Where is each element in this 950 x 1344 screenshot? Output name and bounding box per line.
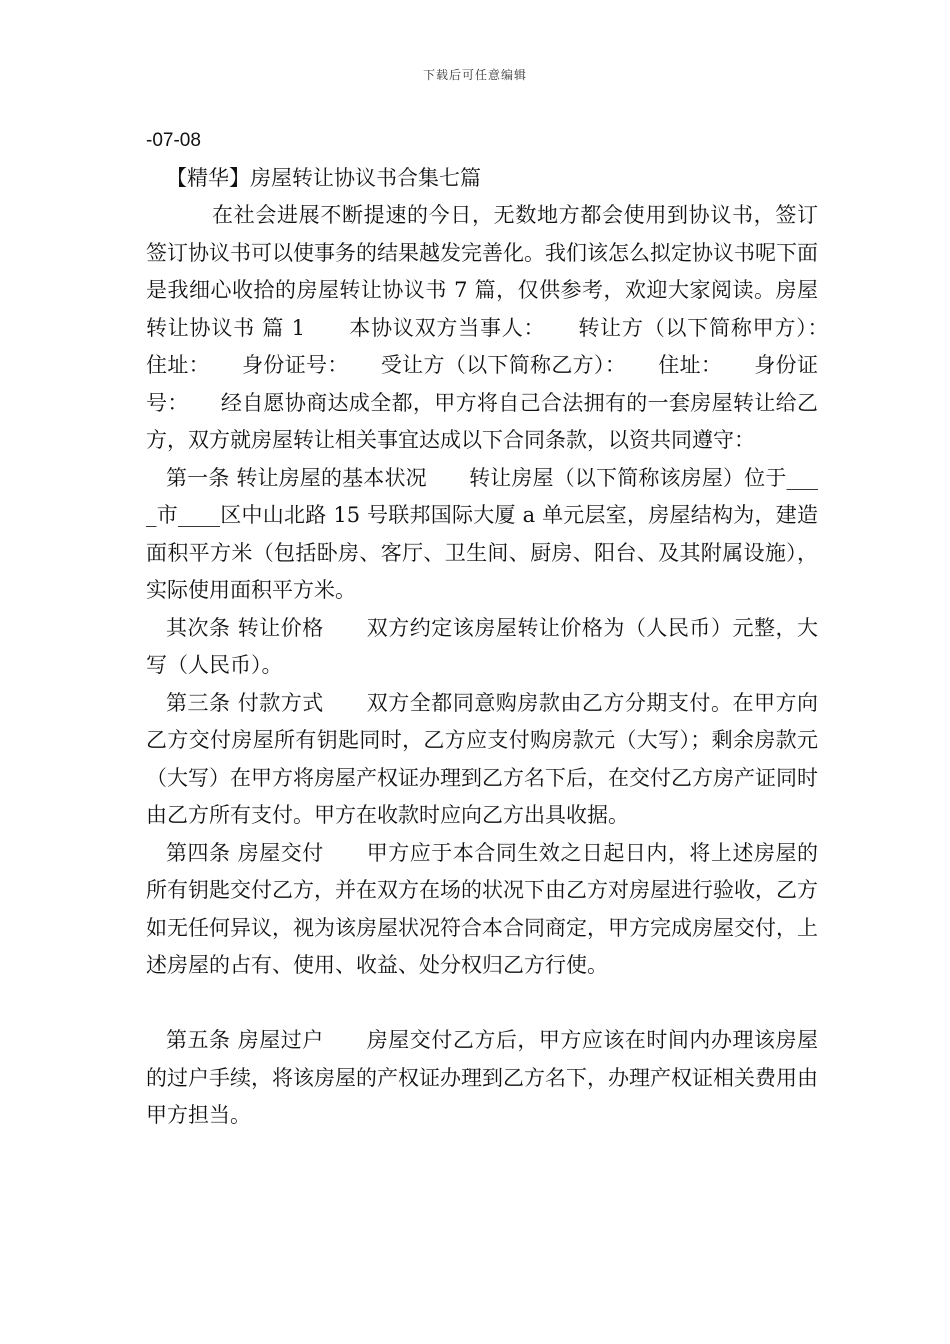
clause-2: 其次条 转让价格 双方约定该房屋转让价格为（人民币）元整，大写（人民币）。 bbox=[146, 615, 818, 677]
clause-4: 第四条 房屋交付 甲方应于本合同生效之日起日内，将上述房屋的所有钥匙交付乙方，并在双方在场的状况下由乙方对房屋进行验收，乙方如无任何异议，视为该房屋状况符合本合同商定，甲方完成房屋交付，上述房屋的占有、使用、收益、处分权归乙方行使。 bbox=[146, 840, 818, 977]
intro-paragraph: 在社会进展不断提速的今日，无数地方都会使用到协议书，签订签订协议书可以使事务的结果越发完善化。我们该怎么拟定协议书呢下面是我细心收拾的房屋转让协议书 7 篇，仅供参考，欢迎大家阅读。房屋转让协议书 篇 1 本协议双方当事人： 转让方（以下简称甲方）： 住址： 身份证号： 受让方（以下简称乙方）： 住址： 身份证号： 经自愿协商达成全都，甲方将自己合法拥有的一套房屋转让给乙方，双方就房屋转让相关事宜达成以下合同条款，以资共同遵守： bbox=[146, 203, 860, 452]
clause-1: 第一条 转让房屋的基本状况 转让房屋（以下简称该房屋）位于____市____区中山北路 15 号联邦国际大厦 a 单元层室，房屋结构为，建造面积平方米（包括卧房、客厅、卫生间、厨房、阳台、及其附属设施），实际使用面积平方米。 bbox=[146, 465, 818, 602]
page-header: 下载后可任意编辑 bbox=[422, 68, 527, 82]
document-body bbox=[146, 122, 860, 1135]
paragraph-spacer bbox=[146, 985, 818, 1023]
clause-3: 第三条 付款方式 双方全都同意购房款由乙方分期支付。在甲方向乙方交付房屋所有钥匙同时，乙方应支付购房款元（大写）；剩余房款元（大写）在甲方将房屋产权证办理到乙方名下后，在交付乙方房产证同时由乙方所有支付。甲方在收款时应向乙方出具收据。 bbox=[146, 690, 818, 827]
document-title: 【精华】房屋转让协议书合集七篇 bbox=[166, 165, 481, 190]
document-date: -07-08 bbox=[146, 130, 201, 151]
clause-5: 第五条 房屋过户 房屋交付乙方后，甲方应该在时间内办理该房屋的过户手续，将该房屋的产权证办理到乙方名下，办理产权证相关费用由甲方担当。 bbox=[146, 1028, 818, 1127]
